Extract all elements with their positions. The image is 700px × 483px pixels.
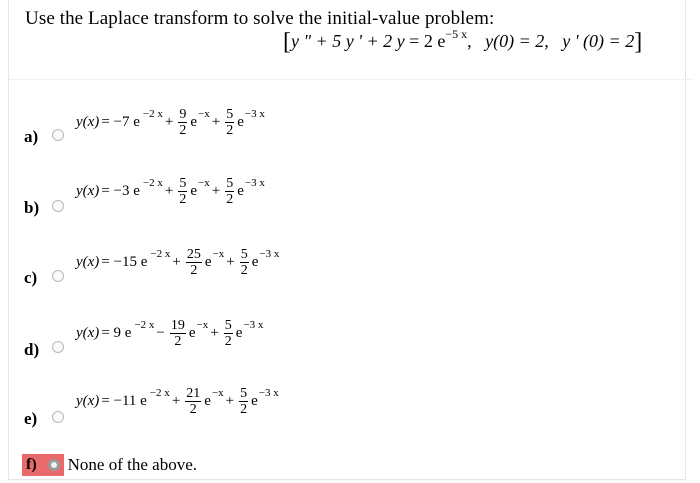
option-letter: d) [24, 340, 40, 359]
fraction: $\frac{9}{2}$ [179, 106, 187, 138]
option-expression: y(x) = −3 e $^{-2 x}$ + $\frac{5}{2}$ e $^{-x}$ + $\frac{5}{2}$ e $^{-3 x}$ [76, 175, 265, 207]
option-letter: b) [24, 198, 40, 217]
radio-button[interactable] [52, 129, 64, 141]
radio-button[interactable] [52, 200, 64, 212]
question-equation: [y " + 5 y ' + 2 y = 2 $e^{-5 x}$, y(0) = 2, y ' (0) = 2] [283, 27, 643, 55]
option-expression: y(x) = −15 e $^{-2 x}$ + $\frac{25}{2}$ e $^{-x}$ + $\frac{5}{2}$ e $^{-3 x}$ [76, 246, 280, 278]
radio-dot [48, 459, 60, 471]
option-expression: y(x) = −7 e $^{-2 x}$ + $\frac{9}{2}$ e $^{-x}$ + $\frac{5}{2}$ e $^{-3 x}$ [76, 106, 265, 138]
option-expression: y(x) = 9 e $^{-2 x}$ − $\frac{19}{2}$ e $^{-x}$ + $\frac{5}{2}$ e $^{-3 x}$ [76, 317, 264, 349]
fraction: $\frac{5}{2}$ [224, 317, 232, 349]
option-letter: c) [24, 268, 38, 287]
divider [8, 79, 692, 80]
option-letter: a) [24, 127, 39, 146]
option-text: None of the above. [67, 455, 197, 474]
option-f[interactable] [22, 454, 197, 476]
radio-button[interactable] [52, 411, 64, 423]
option-expression: y(x) = −11 e $^{-2 x}$ + $\frac{21}{2}$ e $^{-x}$ + $\frac{5}{2}$ e $^{-3 x}$ [76, 385, 279, 417]
option-letter: f) [22, 454, 44, 476]
fraction: $\frac{5}{2}$ [226, 106, 234, 138]
fraction: $\frac{5}{2}$ [179, 175, 187, 207]
radio-button-selected[interactable] [44, 454, 64, 476]
question-title: Use the Laplace transform to solve the initial-value problem: [25, 8, 495, 29]
fraction: $\frac{5}{2}$ [240, 385, 248, 417]
fraction: $\frac{25}{2}$ [186, 246, 201, 278]
radio-button[interactable] [52, 341, 64, 353]
fraction: $\frac{19}{2}$ [170, 317, 185, 349]
fraction: $\frac{5}{2}$ [226, 175, 234, 207]
fraction: $\frac{5}{2}$ [240, 246, 248, 278]
radio-button[interactable] [52, 270, 64, 282]
option-letter: e) [24, 409, 38, 428]
fraction: $\frac{21}{2}$ [186, 385, 201, 417]
